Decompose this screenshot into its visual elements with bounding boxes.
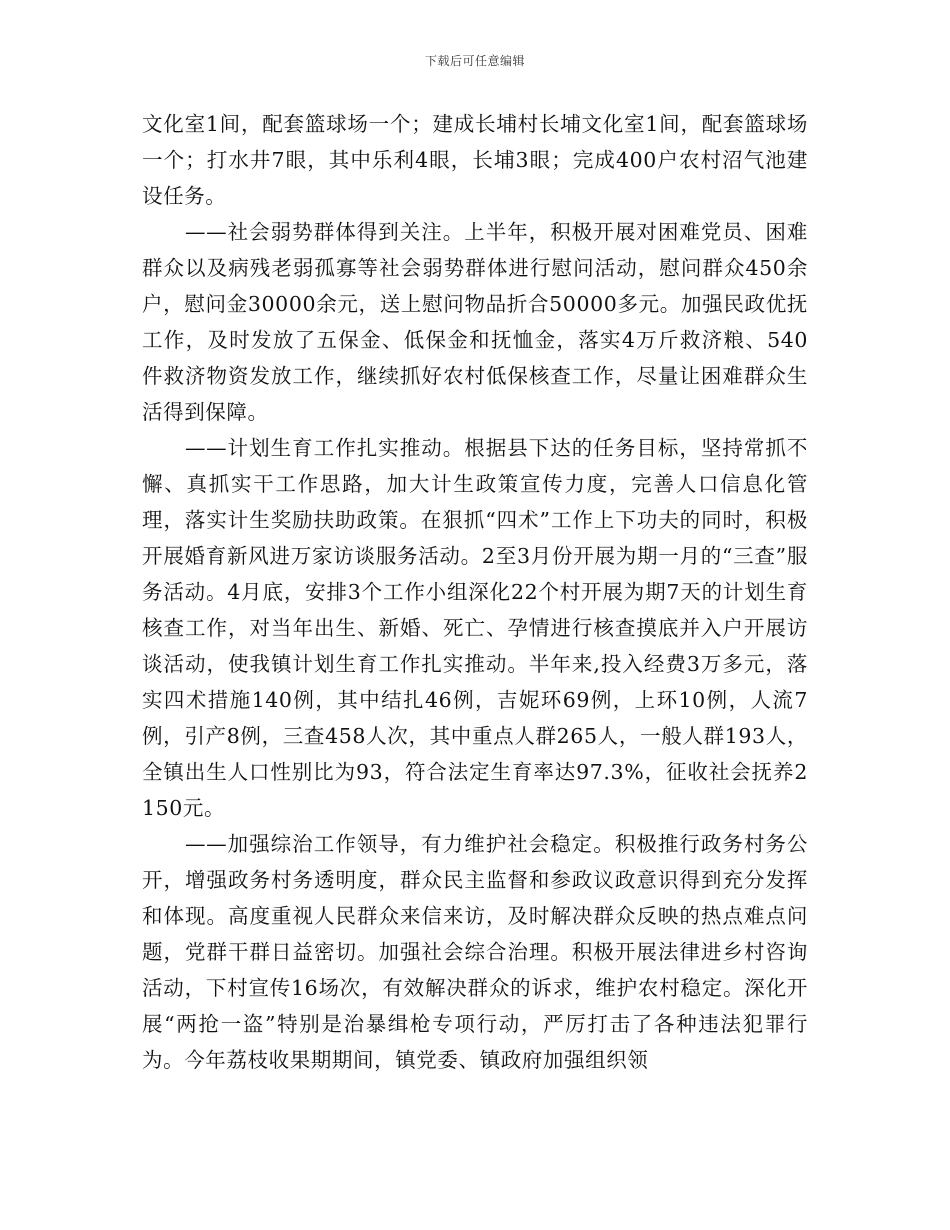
document-body xyxy=(142,106,808,1078)
paragraph-continuation: 文化室1间，配套篮球场一个；建成长埔村长埔文化室1间，配套篮球场一个；打水井7眼，其中乐利4眼，长埔3眼；完成400户农村沼气池建设任务。 xyxy=(142,112,808,208)
page-header: 下载后可任意编辑 xyxy=(424,54,525,68)
paragraph-vulnerable-groups: ——社会弱势群体得到关注。上半年，积极开展对困难党员、困难群众以及病残老弱孤寡等社会弱势群体进行慰问活动，慰问群众450余户，慰问金30000余元，送上慰问物品折合50000多元。加强民政优抚工作，及时发放了五保金、低保金和抚恤金，落实4万斤救济粮、540件救济物资发放工作，继续抓好农村低保核查工作，尽量让困难群众生活得到保障。 xyxy=(142,220,808,424)
paragraph-family-planning: ——计划生育工作扎实推动。根据县下达的任务目标，坚持常抓不懈、真抓实干工作思路，加大计生政策宣传力度，完善人口信息化管理，落实计生奖励扶助政策。在狠抓“四术”工作上下功夫的同时，积极开展婚育新风进万家访谈服务活动。2至3月份开展为期一月的“三查”服务活动。4月底，安排3个工作小组深化22个村开展为期7天的计划生育核查工作，对当年出生、新婚、死亡、孕情进行核查摸底并入户开展访谈活动，使我镇计划生育工作扎实推动。半年来,投入经费3万多元，落实四术措施140例，其中结扎46例，吉妮环69例，上环10例，人流7例，引产8例，三查458人次，其中重点人群265人，一般人群193人，全镇出生人口性别比为93，符合法定生育率达97.3%，征收社会抚养2150元。 xyxy=(142,436,808,820)
paragraph-social-stability: ——加强综治工作领导，有力维护社会稳定。积极推行政务村务公开，增强政务村务透明度，群众民主监督和参政议政意识得到充分发挥和体现。高度重视人民群众来信来访，及时解决群众反映的热点难点问题，党群干群日益密切。加强社会综合治理。积极开展法律进乡村咨询活动，下村宣传16场次，有效解决群众的诉求，维护农村稳定。深化开展“两抢一盗”特别是治暴缉枪专项行动，严厉打击了各种违法犯罪行为。今年荔枝收果期期间，镇党委、镇政府加强组织领 xyxy=(142,832,808,1072)
